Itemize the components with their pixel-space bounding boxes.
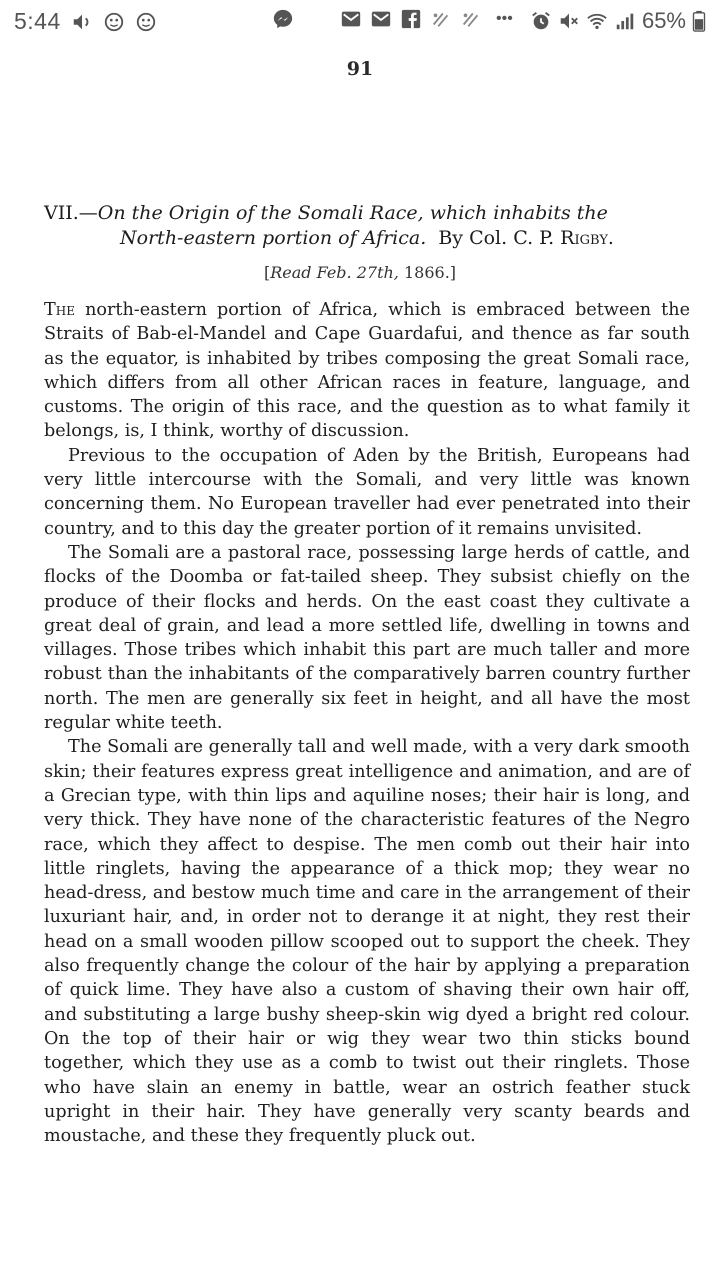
app-icon xyxy=(135,11,157,33)
drop-first-word: The xyxy=(44,300,75,320)
alarm-icon xyxy=(530,10,552,32)
messenger-icon xyxy=(272,8,294,30)
paragraph-3: The Somali are a pastoral race, possessing large herds of cattle, and flocks of the Doomba or fat-tailed sheep. They subsist chiefly on the produce of their flocks and herds. On the east coast they cultivate a great deal of grain, and lead a more settled life, dwelling in towns and villages. Those tribes which inhabit this part are much taller and more robust than the inhabitants of the comparatively barren country further north. The men are generally six feet in height, and all have the most regular white teeth. xyxy=(44,542,690,734)
app-icon xyxy=(103,11,125,33)
title-author: Rigby. xyxy=(560,227,614,249)
clock-time: 5:44 xyxy=(14,8,61,34)
status-bar-right xyxy=(530,8,706,34)
mute-icon xyxy=(558,10,580,32)
mail-icon xyxy=(370,8,392,30)
title-italic-line1: On the Origin of the Somali Race, which inhabits the xyxy=(97,202,608,224)
title-line2 xyxy=(44,226,690,251)
article-body xyxy=(44,298,690,1148)
title-italic-line2: North-eastern portion of Africa. xyxy=(120,227,427,249)
facebook-icon xyxy=(400,8,422,30)
title-prefix: VII.— xyxy=(44,202,98,224)
battery-percent: 65% xyxy=(641,8,686,33)
paragraph-1 xyxy=(44,298,690,444)
read-date-italic: Read Feb. 27th, xyxy=(270,263,399,282)
status-bar-left xyxy=(14,8,157,35)
link-icon xyxy=(430,8,452,30)
article-title xyxy=(44,201,690,251)
wifi-icon xyxy=(586,10,608,32)
battery-icon xyxy=(692,10,706,32)
link-icon xyxy=(460,8,482,30)
signal-icon xyxy=(614,10,636,32)
title-author-prefix: By Col. C. P. xyxy=(438,227,561,249)
notification-icons xyxy=(272,8,513,30)
paragraph-4: The Somali are generally tall and well made, with a very dark smooth skin; their features express great intelligence and animation, and are of a Grecian type, with thin lips and aquiline noses; their hair is long, and very thick. They have none of the characteristic features of the Negro race, which they affect to despise. The men comb out their hair into little ringlets, having the appearance of a thick mop; they wear no head-dress, and bestow much time and care in the arrangement of their luxuriant hair, and, in order not to derange it at night, they rest their head on a small wooden pillow scooped out to support the cheek. They also frequently change the colour of the hair by applying a preparation of quick lime. They have also a custom of shaving their own hair off, and substituting a large bushy sheep-skin wig dyed a bright red colour. On the top of their hair or wig they wear two thin sticks bound together, which they use as a comb to twist out their ringlets. Those who have slain an enemy in battle, wear an ostrich feather stuck upright in their hair. They have generally very scanty beards and moustache, and these they frequently pluck out. xyxy=(44,737,690,1147)
read-year: 1866.] xyxy=(398,263,457,282)
read-bracket: [ xyxy=(263,263,271,282)
read-date xyxy=(0,263,720,282)
volume-icon xyxy=(71,11,93,33)
more-icon: ••• xyxy=(496,10,513,27)
status-bar xyxy=(0,0,720,44)
page-number: 91 xyxy=(346,58,374,80)
paragraph-text: north-eastern portion of Africa, which is embraced between the Straits of Bab-el-Mandel and Cape Guardafui, and thence as far south as the equator, is inhabited by tribes composing the great Somali race, which differs from all other African races in feature, language, and customs. The origin of this race, and the question as to what family it belongs, is, I think, worthy of discussion. xyxy=(44,300,690,442)
gmail-icon xyxy=(340,8,362,30)
paragraph-2: Previous to the occupation of Aden by the British, Europeans had very little intercourse with the Somali, and very little was known concerning them. No European traveller had ever penetrated into their country, and to this day the greater portion of it remains unvisited. xyxy=(44,445,690,539)
